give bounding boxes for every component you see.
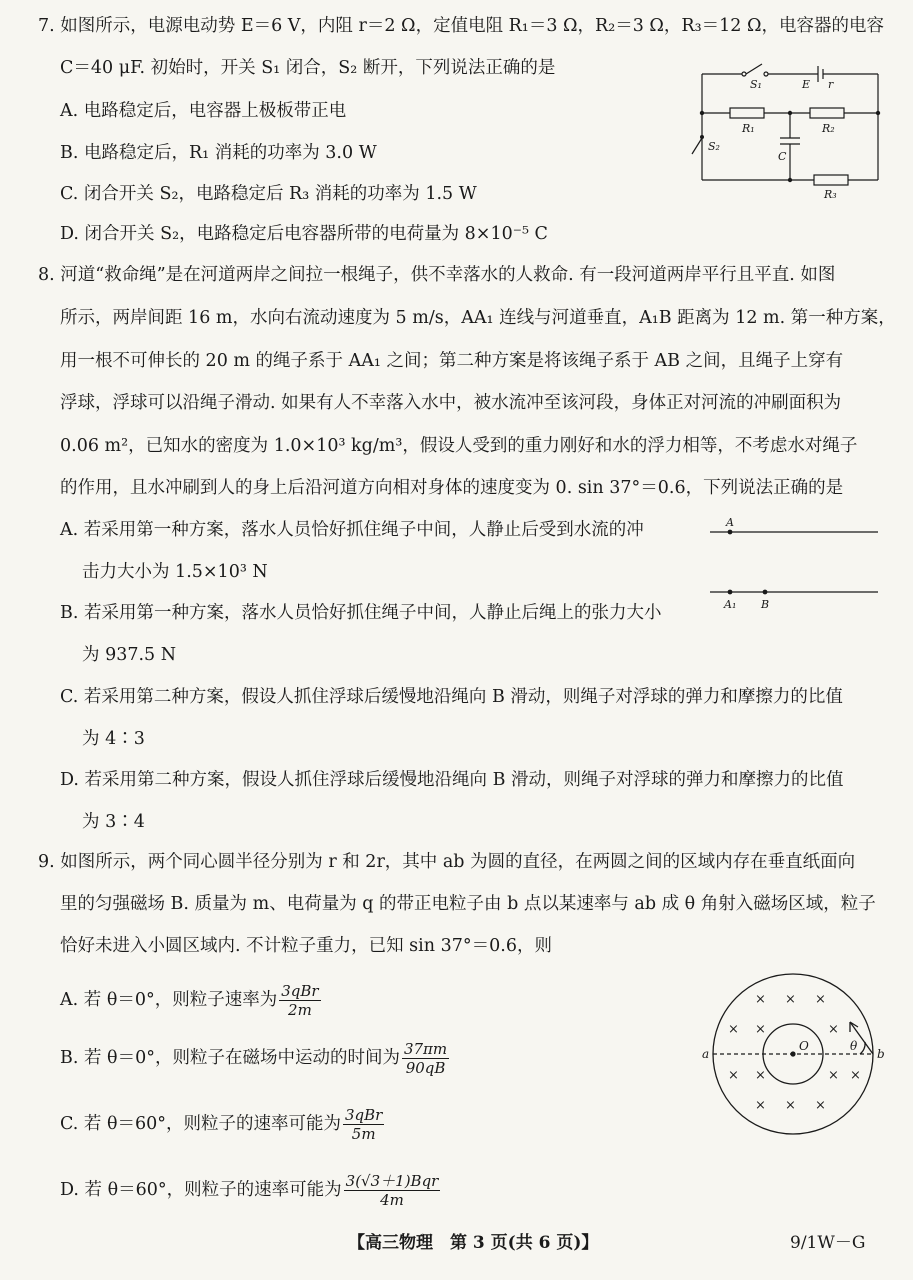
q9-stem-line2: 里的匀强磁场 B. 质量为 m、电荷量为 q 的带正电粒子由 b 点以某速率与 ab 成 θ 角射入磁场区域，粒子	[60, 894, 876, 914]
label-e: E	[802, 78, 811, 91]
q7-option-c: C. 闭合开关 S₂，电路稳定后 R₃ 消耗的功率为 1.5 W	[60, 184, 477, 204]
q9-option-c-fraction: $\frac{\text{3qBr}}{5m}$	[345, 1106, 383, 1143]
field-cross: ×	[755, 1098, 766, 1113]
field-cross: ×	[785, 1098, 796, 1113]
q9-option-d: D. 若 θ＝60°，则粒子的速率可能为 $\frac{\text{3(√3＋1)Bqr}}{4m}$	[60, 1172, 439, 1209]
q8-stem-line3: 用一根不可伸长的 20 m 的绳子系于 AA₁ 之间；第二种方案是将该绳子系于 AB 之间，且绳子上穿有	[60, 351, 844, 371]
q9-stem-line3: 恰好未进入小圆区域内. 不计粒子重力，已知 sin 37°＝0.6，则	[60, 936, 552, 956]
q8-option-d-line2: 为 3∶4	[82, 812, 145, 832]
label-s1: S₁	[750, 78, 762, 91]
q8-stem-line4: 浮球，浮球可以沿绳子滑动. 如果有人不幸落入水中，被水流冲至该河段，身体正对河流的冲刷面积为	[60, 393, 842, 413]
q9-option-c: C. 若 θ＝60°，则粒子的速率可能为 $\frac{\text{3qBr}}{5m}$	[60, 1106, 383, 1143]
q8-river-diagram	[710, 512, 880, 614]
label-r2: R₂	[822, 122, 835, 135]
label-b: B	[761, 598, 770, 611]
q7-option-b: B. 电路稳定后，R₁ 消耗的功率为 3.0 W	[60, 143, 377, 163]
field-cross: ×	[728, 1068, 739, 1083]
field-cross: ×	[755, 992, 766, 1007]
q9-option-d-fraction: $\frac{\text{3(√3＋1)Bqr}}{4m}$	[345, 1172, 439, 1209]
label-a1: A₁	[724, 598, 737, 611]
field-cross: ×	[828, 1068, 839, 1083]
label-theta: θ	[850, 1039, 858, 1053]
q8-stem-line6: 的作用，且水冲刷到人的身上后沿河道方向相对身体的速度变为 0. sin 37°＝0.6，下列说法正确的是	[60, 478, 844, 498]
q9-stem-line1: 9. 如图所示，两个同心圆半径分别为 r 和 2r，其中 ab 为圆的直径，在两圆之间的区域内存在垂直纸面向	[38, 852, 856, 872]
field-cross: ×	[755, 1068, 766, 1083]
q8-option-b-line1: B. 若采用第一种方案，落水人员恰好抓住绳子中间，人静止后绳上的张力大小	[60, 603, 662, 623]
q7-circuit-diagram	[690, 58, 890, 204]
field-cross: ×	[755, 1022, 766, 1037]
field-cross: ×	[785, 992, 796, 1007]
q8-option-d-line1: D. 若采用第二种方案，假设人抓住浮球后缓慢地沿绳向 B 滑动，则绳子对浮球的弹力和摩擦力的比值	[60, 770, 844, 790]
q8-option-a-line2: 击力大小为 1.5×10³ N	[82, 562, 268, 582]
label-r3: R₃	[824, 188, 837, 201]
label-a: A	[726, 516, 734, 529]
q7-option-a: A. 电路稳定后，电容器上极板带正电	[60, 101, 347, 121]
q9-option-a: A. 若 θ＝0°，则粒子速率为 $\frac{\text{3qBr}}{2m}$	[60, 982, 319, 1019]
q8-option-b-line2: 为 937.5 N	[82, 645, 177, 665]
q8-option-c-line1: C. 若采用第二种方案，假设人抓住浮球后缓慢地沿绳向 B 滑动，则绳子对浮球的弹力和摩擦力的比值	[60, 687, 843, 707]
field-cross: ×	[815, 1098, 826, 1113]
field-cross: ×	[850, 1068, 861, 1083]
label-b: b	[877, 1047, 885, 1061]
q8-stem-line2: 所示，两岸间距 16 m，水向右流动速度为 5 m/s，AA₁ 连线与河道垂直，A₁B 距离为 12 m. 第一种方案，	[60, 308, 896, 328]
footer-code: 9/1W－G	[790, 1233, 866, 1253]
label-r: r	[828, 78, 834, 91]
label-o: O	[799, 1039, 809, 1053]
q7-option-d: D. 闭合开关 S₂，电路稳定后电容器所带的电荷量为 8×10⁻⁵ C	[60, 224, 548, 244]
label-c: C	[778, 150, 787, 163]
q7-stem-line2: C＝40 μF. 初始时，开关 S₁ 闭合，S₂ 断开，下列说法正确的是	[60, 58, 556, 78]
label-s2: S₂	[708, 140, 720, 153]
q8-option-c-line2: 为 4∶3	[82, 729, 145, 749]
q8-stem-line5: 0.06 m²，已知水的密度为 1.0×10³ kg/m³，假设人受到的重力刚好和水的浮力相等，不考虑水对绳子	[60, 436, 858, 456]
label-a: a	[702, 1047, 710, 1061]
q9-magnetic-field-diagram	[700, 966, 890, 1146]
q7-stem-line1: 7. 如图所示，电源电动势 E＝6 V，内阻 r＝2 Ω，定值电阻 R₁＝3 Ω，R₂＝3 Ω，R₃＝12 Ω，电容器的电容	[38, 16, 884, 36]
q8-stem-line1: 8. 河道“救命绳”是在河道两岸之间拉一根绳子，供不幸落水的人救命. 有一段河道两岸平行且平直. 如图	[38, 265, 836, 285]
field-cross: ×	[815, 992, 826, 1007]
label-r1: R₁	[742, 122, 755, 135]
footer-page-info: 【高三物理 第 3 页(共 6 页)】	[348, 1233, 599, 1253]
q9-option-a-fraction: $\frac{\text{3qBr}}{2m}$	[281, 982, 319, 1019]
q9-option-b-fraction: $\frac{37\pi m}{90qB}$	[403, 1040, 448, 1077]
field-cross: ×	[828, 1022, 839, 1037]
q8-option-a-line1: A. 若采用第一种方案，落水人员恰好抓住绳子中间，人静止后受到水流的冲	[60, 520, 644, 540]
field-cross: ×	[728, 1022, 739, 1037]
q9-option-b: B. 若 θ＝0°，则粒子在磁场中运动的时间为 $\frac{37\pi m}{90qB}$	[60, 1040, 448, 1077]
